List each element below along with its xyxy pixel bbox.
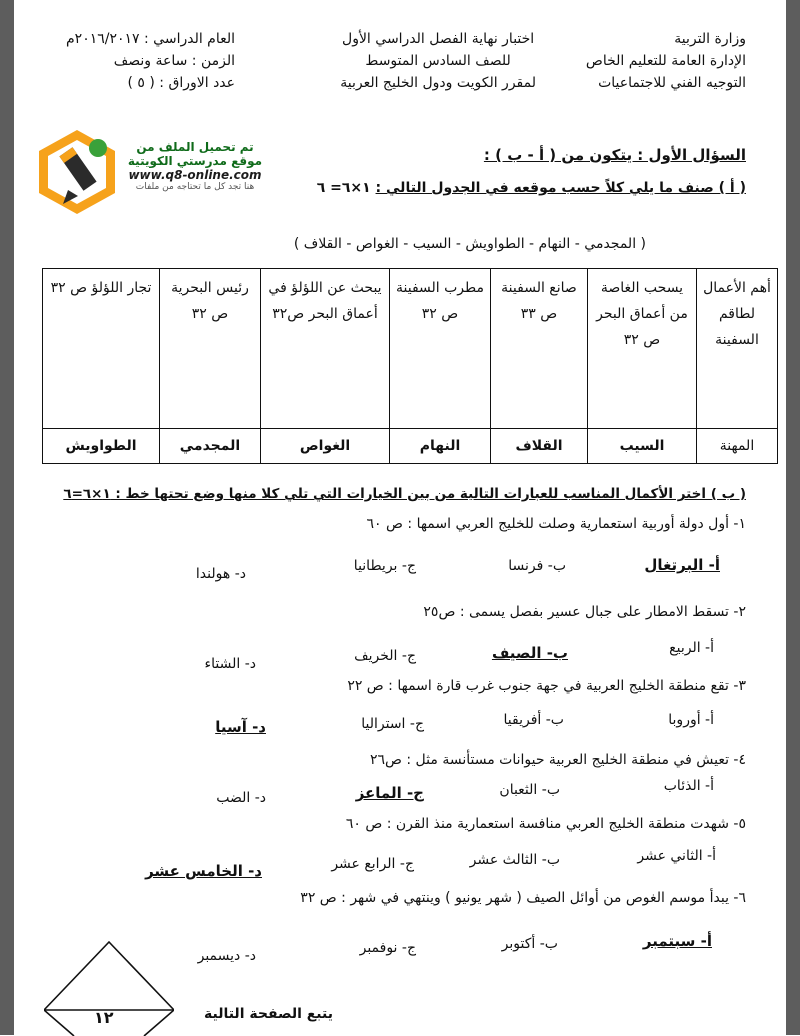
logo-site-name: موقع مدرستي الكويتية — [127, 154, 263, 168]
header-line: وزارة التربية — [674, 31, 746, 47]
mcq-option-correct: ب- الصيف — [491, 644, 568, 662]
mcq-question-4: ٤- تعيش في منطقة الخليج العربية حيوانات مستأنسة مثل : ص٢٦ — [369, 752, 746, 768]
mcq-question-5: ٥- شهدت منطقة الخليج العربي منافسة استعمارية منذ القرن : ص ٦٠ — [345, 816, 746, 832]
table-row-label: المهنة — [697, 429, 778, 464]
header-line: التوجيه الفني للاجتماعيات — [598, 75, 746, 91]
mcq-option: ج- بريطانيا — [353, 558, 416, 574]
header-line: العام الدراسي : ٢٠١٦/٢٠١٧م — [66, 31, 236, 47]
table-cell: صانع السفينة ص ٣٣ — [491, 269, 588, 429]
table-cell: مطرب السفينة ص ٣٢ — [390, 269, 491, 429]
source-website-banner — [110, 140, 280, 192]
table-cell: تجار اللؤلؤ ص ٣٢ — [43, 269, 160, 429]
mcq-option: ب- أكتوبر — [501, 936, 558, 952]
header-line: عدد الاوراق : ( ٥ ) — [127, 75, 236, 91]
header-exam-info — [66, 28, 235, 94]
mcq-option: د- الشتاء — [204, 656, 256, 672]
mcq-option: أ- الربيع — [669, 640, 714, 656]
classification-table — [42, 268, 778, 464]
mcq-option: ب- فرنسا — [508, 558, 566, 574]
mcq-option: ب- الثعبان — [499, 782, 560, 798]
question-1-title: السؤال الأول : يتكون من ( أ - ب ) : — [483, 146, 746, 164]
part-a-instruction — [317, 180, 746, 196]
table-answer: القلاف — [491, 429, 588, 464]
table-cell: يسحب الغاصة من أعماق البحر ص ٣٢ — [588, 269, 697, 429]
header-line: الزمن : ساعة ونصف — [113, 53, 236, 69]
logo-url: www.q8-online.com — [128, 168, 262, 182]
pencil-hexagon-logo-icon — [32, 126, 122, 216]
mcq-question-1: ١- أول دولة أوربية استعمارية وصلت للخليج العربي اسمها : ص ٦٠ — [366, 516, 746, 532]
window-edge-right — [786, 0, 800, 1035]
mcq-option-correct: د- آسيا — [215, 718, 266, 736]
header-ministry — [586, 28, 746, 94]
logo-tagline: هنا تجد كل ما تحتاجه من ملفات — [135, 182, 255, 192]
word-bank: ( المجدمي - النهام - الطواويش - السيب - الغواص - القلاف ) — [293, 236, 646, 252]
mcq-option: د- الضب — [216, 790, 266, 806]
mcq-option: ب- الثالث عشر — [469, 852, 560, 868]
mcq-option: د- هولندا — [195, 566, 246, 582]
header-exam-title — [340, 28, 536, 94]
table-cell: رئيس البحرية ص ٣٢ — [160, 269, 261, 429]
mcq-option: د- ديسمبر — [197, 948, 256, 964]
logo-line: تم تحميل الملف من — [136, 140, 254, 154]
part-a-score: ١×٦= ٦ — [316, 180, 371, 196]
part-b-instruction: ( ب ) اختر الأكمال المناسب للعبارات التالية من بين الخيارات التي تلي كلا منها وضع تحتها خط : ١×٦=٦ — [63, 486, 746, 502]
table-cell: يبحث عن اللؤلؤ في أعماق البحر ص٣٢ — [261, 269, 390, 429]
mcq-question-2: ٢- تسقط الامطار على جبال عسير بفصل يسمى : ص٢٥ — [423, 604, 746, 620]
mcq-option: ج- استراليا — [361, 716, 424, 732]
mcq-option: ب- أفريقيا — [503, 712, 564, 728]
mcq-question-3: ٣- تقع منطقة الخليج العربية في جهة جنوب غرب قارة اسمها : ص ٢٢ — [347, 678, 746, 694]
mcq-option-correct: ج- الماعز — [355, 784, 424, 802]
part-a-text: ( أ ) صنف ما يلي كلاً حسب موقعه في الجدول التالي : — [375, 180, 746, 196]
table-head-label: أهم الأعمال لطاقم السفينة — [697, 269, 778, 429]
table-answer: المجدمي — [160, 429, 261, 464]
header-line: اختبار نهاية الفصل الدراسي الأول — [342, 31, 535, 47]
mcq-option: أ- أوروبا — [668, 712, 714, 728]
header-line: للصف السادس المتوسط — [365, 53, 511, 69]
continue-next-page: يتبع الصفحة التالية — [204, 1006, 333, 1022]
table-answer: الطواويش — [43, 429, 160, 464]
window-edge-left — [0, 0, 14, 1035]
mcq-option: أ- الثاني عشر — [637, 848, 716, 864]
header-line: الإدارة العامة للتعليم الخاص — [585, 53, 746, 69]
mcq-option: ج- نوفمبر — [359, 940, 416, 956]
score-box-value: ١٢ — [94, 1008, 114, 1027]
table-answer: السيب — [588, 429, 697, 464]
table-answer: النهام — [390, 429, 491, 464]
table-row — [43, 269, 778, 429]
mcq-option-correct: أ- سبتمبر — [642, 932, 712, 950]
mcq-option: ج- الرابع عشر — [331, 856, 414, 872]
mcq-option: ج- الخريف — [354, 648, 416, 664]
table-answer: الغواص — [261, 429, 390, 464]
mcq-option: أ- الذئاب — [663, 778, 714, 794]
header-line: لمقرر الكويت ودول الخليج العربية — [340, 75, 536, 91]
exam-page — [14, 0, 786, 1035]
mcq-option-correct: أ- البرتغال — [644, 556, 720, 574]
table-row — [43, 429, 778, 464]
mcq-question-6: ٦- يبدأ موسم الغوص من أوائل الصيف ( شهر يونيو ) وينتهي في شهر : ص ٣٢ — [300, 890, 746, 906]
mcq-option-correct: د- الخامس عشر — [145, 862, 262, 880]
